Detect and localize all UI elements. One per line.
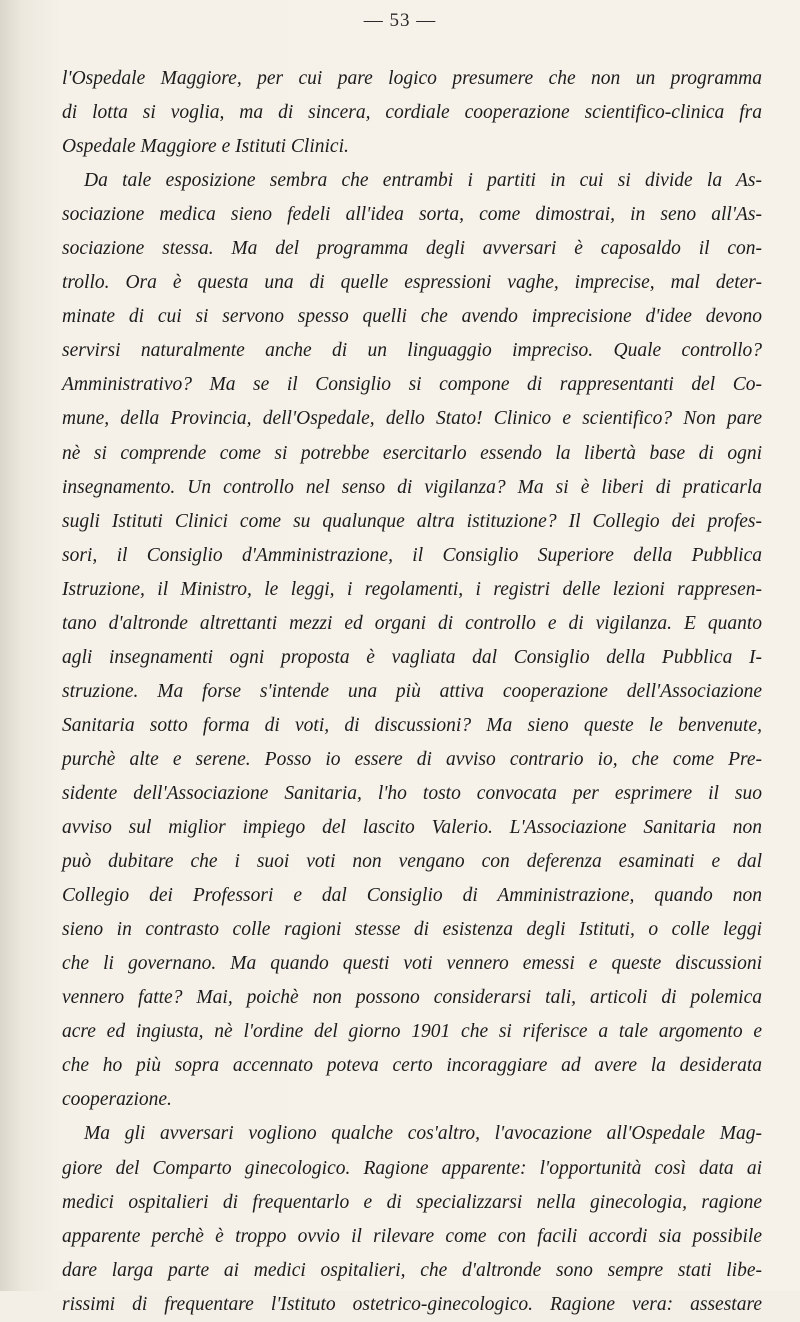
text-line: Ma gli avversari vogliono qualche cos'altro, l'avocazione all'Ospedale Mag- [84,1123,762,1145]
text-line: tano d'altronde altrettanti mezzi ed organi di controllo e di vigilanza. E quanto [62,612,762,634]
text-line: che li governano. Ma quando questi voti vennero emessi e queste discussioni [62,953,762,975]
text-line: sugli Istituti Clinici come su qualunque altra istituzione? Il Collegio dei profes- [62,510,762,532]
text-line: mune, della Provincia, dell'Ospedale, dello Stato! Clinico e scientifico? Non pare [62,408,762,430]
text-line: cooperazione. [62,1089,172,1111]
text-line: avviso sul miglior impiego del lascito Valerio. L'Associazione Sanitaria non [62,817,762,839]
text-line: Collegio dei Professori e dal Consiglio di Amministrazione, quando non [62,885,762,907]
text-line: sori, il Consiglio d'Amministrazione, il Consiglio Superiore della Pubblica [62,544,762,566]
body-text [62,62,762,1322]
text-line: giore del Comparto ginecologico. Ragione apparente: l'opportunità così data ai [62,1157,762,1179]
text-line: Da tale esposizione sembra che entrambi i partiti in cui si divide la As- [84,170,762,192]
text-line: purchè alte e serene. Posso io essere di avviso contrario io, che come Pre- [62,748,762,770]
text-line: che ho più sopra accennato poteva certo incoraggiare ad avere la desiderata [62,1055,762,1077]
text-line: rissimi di frequentare l'Istituto ostetrico-ginecologico. Ragione vera: assestare [62,1293,762,1315]
text-line: vennero fatte? Mai, poichè non possono considerarsi tali, articoli di polemica [62,987,762,1009]
text-line: dare larga parte ai medici ospitalieri, che d'altronde sono sempre stati libe- [62,1259,762,1281]
page-number: — 53 — [363,10,437,31]
text-line: Amministrativo? Ma se il Consiglio si compone di rappresentanti del Co- [62,374,762,396]
text-line: sociazione stessa. Ma del programma degli avversari è caposaldo il con- [62,238,762,260]
text-line: minate di cui si servono spesso quelli che avendo imprecisione d'idee devono [62,306,762,328]
text-line: medici ospitalieri di frequentarlo e di specializzarsi nella ginecologia, ragione [62,1191,762,1213]
text-line: trollo. Ora è questa una di quelle espressioni vaghe, imprecise, mal deter- [62,272,762,294]
text-line: Ospedale Maggiore e Istituti Clinici. [62,136,349,158]
text-line: nè si comprende come si potrebbe esercitarlo essendo la libertà base di ogni [62,442,762,464]
text-line: l'Ospedale Maggiore, per cui pare logico presumere che non un programma [62,68,762,89]
text-line: Sanitaria sotto forma di voti, di discussioni? Ma sieno queste le benvenute, [62,714,762,736]
text-line: struzione. Ma forse s'intende una più attiva cooperazione dell'Associazione [62,680,762,702]
text-line: insegnamento. Un controllo nel senso di vigilanza? Ma si è liberi di praticarla [62,476,762,498]
text-line: agli insegnamenti ogni proposta è vagliata dal Consiglio della Pubblica I- [62,646,762,668]
text-line: può dubitare che i suoi voti non vengano con deferenza esaminati e dal [62,851,762,873]
text-line: acre ed ingiusta, nè l'ordine del giorno 1901 che si riferisce a tale argomento e [62,1021,762,1043]
text-line: Istruzione, il Ministro, le leggi, i regolamenti, i registri delle lezioni rappresen- [62,578,762,600]
text-line: apparente perchè è troppo ovvio il rilevare come con facili accordi sia possibile [62,1225,762,1247]
text-line: sieno in contrasto colle ragioni stesse di esistenza degli Istituti, o colle leggi [62,919,762,941]
text-line: sidente dell'Associazione Sanitaria, l'ho tosto convocata per esprimere il suo [62,782,762,804]
text-line: di lotta si voglia, ma di sincera, cordiale cooperazione scientifico-clinica fra [62,102,762,124]
text-line: servirsi naturalmente anche di un linguaggio impreciso. Quale controllo? [62,340,762,362]
text-line: sociazione medica sieno fedeli all'idea sorta, come dimostrai, in seno all'As- [62,204,762,226]
